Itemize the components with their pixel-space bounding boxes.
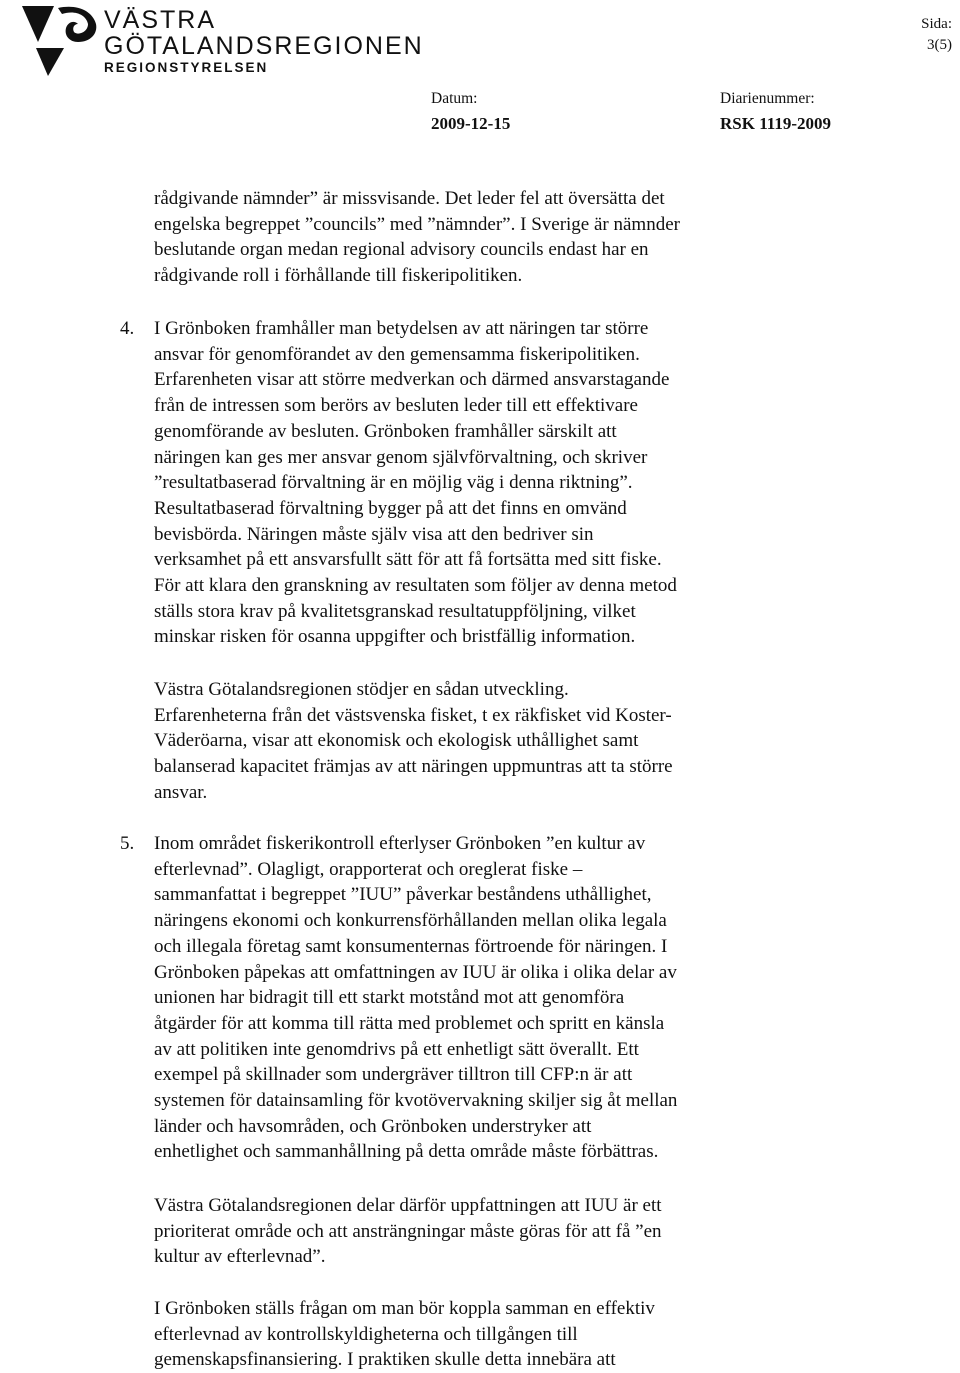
text-line: Västra Götalandsregionen delar därför uppfattningen att IUU är ett bbox=[154, 1195, 662, 1216]
text-line: exempel på skillnader som undergräver tilltron till CFP:n är att bbox=[154, 1064, 633, 1086]
page-number-block bbox=[921, 14, 952, 56]
text-line: Väderöarna, visar att ekonomisk och ekologisk uthållighet samt bbox=[154, 730, 639, 752]
text-line: sammanfattat i begreppet ”IUU” påverkar beståndens uthållighet, bbox=[154, 884, 652, 906]
text-line: rådgivande roll i förhållande till fiskeripolitiken. bbox=[154, 265, 523, 287]
text-line: efterlevnad av kontrollskyldigheterna och tillgången till bbox=[154, 1323, 578, 1345]
text-line: I Grönboken framhåller man betydelsen av att näringen tar större bbox=[154, 318, 649, 339]
region-logo bbox=[18, 2, 424, 80]
page-label: Sida: bbox=[921, 16, 952, 32]
text-line: länder och havsområden, och Grönboken understryker att bbox=[154, 1115, 592, 1137]
text-line: ”resultatbaserad förvaltning är en möjlig väg i denna riktning”. bbox=[154, 472, 633, 494]
text-line: genomförande av besluten. Grönboken framhåller särskilt att bbox=[154, 420, 617, 442]
text-line: Västra Götalandsregionen stödjer en sådan utveckling. bbox=[154, 679, 569, 700]
item-5-number: 5. bbox=[120, 833, 135, 854]
text-line: I Grönboken ställs frågan om man bör koppla samman en effektiv bbox=[154, 1298, 655, 1319]
text-line: engelska begreppet ”councils” med ”nämnder”. I Sverige är nämnder bbox=[154, 213, 680, 235]
item-5-paragraph bbox=[154, 831, 794, 1165]
date-label: Datum: bbox=[431, 90, 478, 107]
text-line: och illegala företag samt konsumenternas förtroende för näringen. I bbox=[154, 935, 668, 957]
text-line: kultur av efterlevnad”. bbox=[154, 1246, 326, 1268]
item-5-followup-paragraph-2 bbox=[154, 1296, 794, 1373]
diary-label: Diarienummer: bbox=[720, 90, 815, 107]
text-line: unionen har bidragit till ett starkt motstånd mot att genomföra bbox=[154, 987, 625, 1009]
text-line: ställs stora krav på kvalitetsgranskad resultatuppföljning, vilket bbox=[154, 600, 636, 622]
swan-logo-icon bbox=[18, 2, 100, 80]
text-line: näringens ekonomi och konkurrensförhållanden mellan olika legala bbox=[154, 910, 667, 932]
text-line: rådgivande nämnder” är missvisande. Det leder fel att översätta det bbox=[154, 188, 665, 209]
text-line: Erfarenheterna från det västsvenska fisket, t ex räkfisket vid Koster- bbox=[154, 704, 672, 726]
item-5-followup-paragraph-1 bbox=[154, 1193, 794, 1270]
text-line: av att politiken inte genomdrivs på ett enhetligt sätt överallt. Ett bbox=[154, 1038, 639, 1060]
text-line: minskar risken för osanna uppgifter och bristfällig information. bbox=[154, 626, 636, 648]
text-line: bevisbörda. Näringen måste själv visa att den bedriver sin bbox=[154, 523, 594, 545]
text-line: ansvar för genomförandet av den gemensamma fiskeripolitiken. bbox=[154, 343, 640, 365]
text-line: Inom området fiskerikontroll efterlyser Grönboken ”en kultur av bbox=[154, 833, 646, 854]
item-4-followup-paragraph bbox=[154, 677, 794, 806]
item-4-paragraph bbox=[154, 316, 794, 650]
logo-text-line3: REGIONSTYRELSEN bbox=[104, 60, 269, 75]
logo-text-line1: VÄSTRA bbox=[104, 6, 217, 34]
date-value: 2009-12-15 bbox=[431, 114, 511, 133]
text-line: Grönboken påpekas att omfattningen av IUU är olika i olika delar av bbox=[154, 961, 677, 983]
text-line: systemen för datainsamling för kvotövervakning skiljer sig åt mellan bbox=[154, 1090, 678, 1112]
text-line: verksamhet på ett ansvarsfullt sätt för att få fortsätta med sitt fiske. bbox=[154, 549, 662, 571]
text-line: näringen kan ges mer ansvar genom självförvaltning, och skriver bbox=[154, 446, 648, 468]
logo-text-line2: GÖTALANDSREGIONEN bbox=[104, 32, 424, 60]
text-line: från de intressen som berörs av besluten leder till ett effektivare bbox=[154, 395, 638, 417]
text-line: beslutande organ medan regional advisory councils endast har en bbox=[154, 239, 649, 261]
text-line: enhetlighet och sammanhållning på detta område måste förbättras. bbox=[154, 1141, 659, 1163]
text-line: prioriterat område och att ansträngningar måste göras för att få ”en bbox=[154, 1220, 662, 1242]
diary-value: RSK 1119-2009 bbox=[720, 114, 831, 133]
text-line: Erfarenheten visar att större medverkan och därmed ansvarstagande bbox=[154, 369, 670, 391]
item-4-number: 4. bbox=[120, 318, 135, 339]
text-line: Resultatbaserad förvaltning bygger på att det finns en omvänd bbox=[154, 497, 627, 519]
page-value: 3(5) bbox=[927, 37, 952, 53]
text-line: efterlevnad”. Olagligt, orapporterat och oreglerat fiske – bbox=[154, 858, 583, 880]
text-line: balanserad kapacitet främjas av att näringen uppmuntras att ta större bbox=[154, 756, 673, 778]
text-line: gemenskapsfinansiering. I praktiken skulle detta innebära att bbox=[154, 1349, 616, 1371]
text-line: åtgärder för att komma till rätta med problemet och spritt en känsla bbox=[154, 1012, 665, 1034]
text-line: För att klara den granskning av resultaten som följer av denna metod bbox=[154, 575, 677, 597]
text-line: ansvar. bbox=[154, 781, 208, 803]
intro-paragraph bbox=[154, 186, 794, 289]
